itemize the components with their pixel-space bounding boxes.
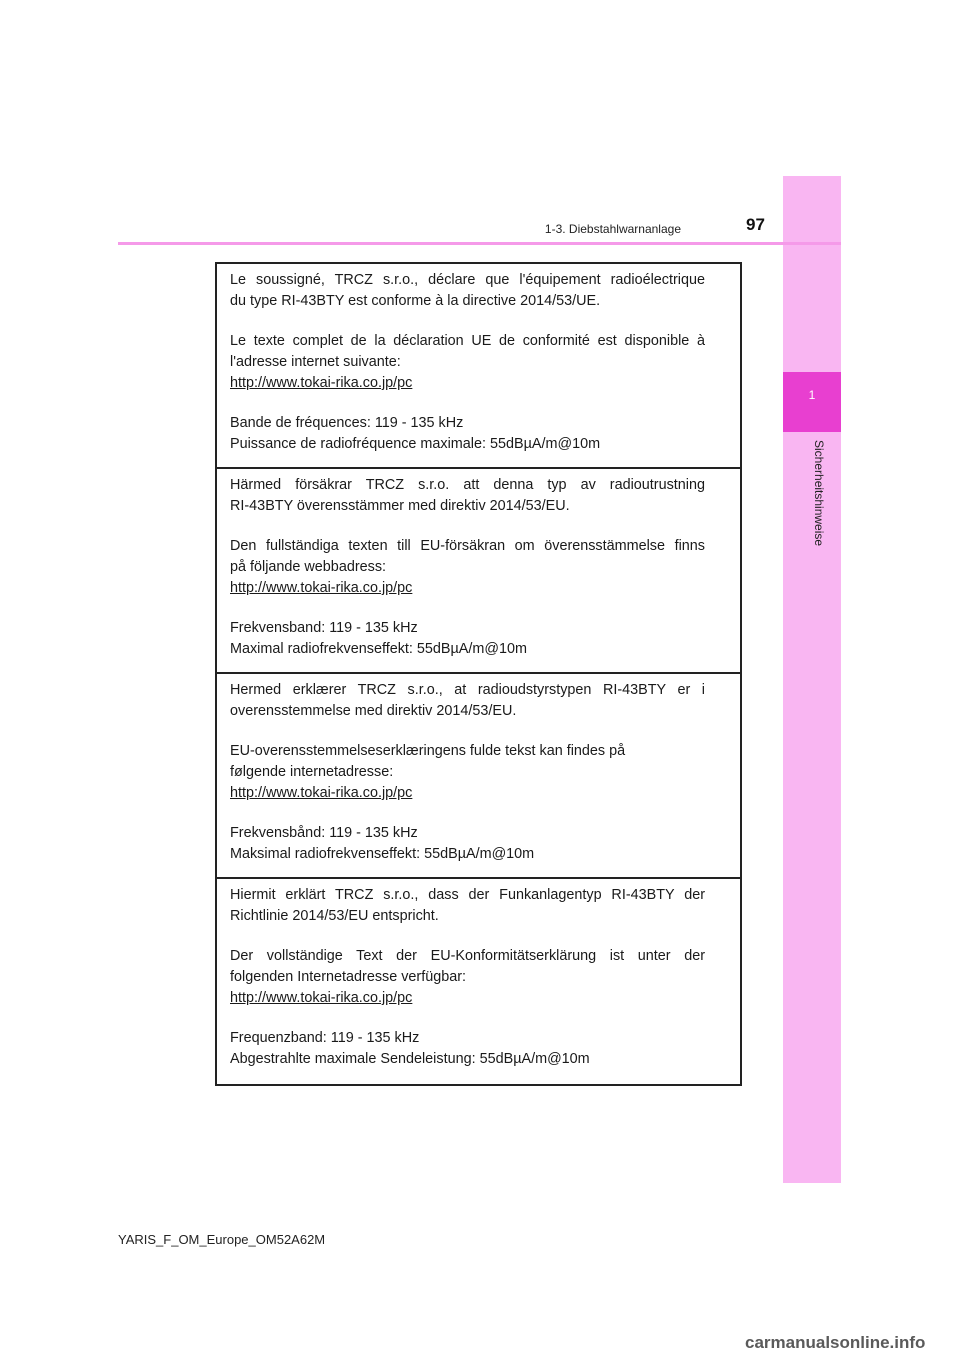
info-line: følgende internetadresse: bbox=[230, 764, 394, 780]
power-text: Puissance de radiofréquence maximale: 55dBµA/m@10m bbox=[230, 436, 601, 452]
url-link[interactable]: http://www.tokai-rika.co.jp/pc bbox=[230, 990, 413, 1006]
frequency-text: Frequenzband: 119 - 135 kHz bbox=[230, 1030, 420, 1046]
chapter-side-tab bbox=[783, 176, 841, 1183]
url-link[interactable]: http://www.tokai-rika.co.jp/pc bbox=[230, 580, 413, 596]
header-rule bbox=[118, 242, 841, 245]
declaration-box-sv bbox=[217, 469, 740, 674]
frequency-text: Bande de fréquences: 119 - 135 kHz bbox=[230, 415, 464, 431]
statement-line: Hermed erklærer TRCZ s.r.o., at radioudstyrstypen RI-43BTY er i bbox=[230, 682, 705, 698]
chapter-tab-active-marker[interactable] bbox=[783, 372, 841, 432]
power-text: Maksimal radiofrekvenseffekt: 55dBµA/m@10m bbox=[230, 846, 535, 862]
statement-line: overensstemmelse med direktiv 2014/53/EU. bbox=[230, 703, 517, 719]
info-line: Der vollständige Text der EU-Konformitätserklärung ist unter der bbox=[230, 948, 705, 964]
info-line: folgenden Internetadresse verfügbar: bbox=[230, 969, 467, 985]
declaration-box-de bbox=[217, 879, 740, 1084]
statement-line: du type RI-43BTY est conforme à la directive 2014/53/UE. bbox=[230, 293, 601, 309]
statement-line: Hiermit erklärt TRCZ s.r.o., dass der Funkanlagentyp RI-43BTY der bbox=[230, 887, 705, 903]
info-line: l'adresse internet suivante: bbox=[230, 354, 401, 370]
statement-line: Le soussigné, TRCZ s.r.o., déclare que l'équipement radioélectrique bbox=[230, 272, 705, 288]
page-number: 97 bbox=[746, 215, 765, 234]
info-line: EU-overensstemmelseserklæringens fulde tekst kan findes på bbox=[230, 743, 626, 759]
info-line: Den fullständiga texten till EU-försäkran om överensstämmelse finns bbox=[230, 538, 705, 554]
declaration-box-fr bbox=[217, 264, 740, 469]
declarations-table bbox=[215, 262, 742, 1086]
chapter-title: Sicherheitshinweise bbox=[812, 440, 826, 547]
statement-line: Härmed försäkrar TRCZ s.r.o. att denna typ av radioutrustning bbox=[230, 477, 705, 493]
url-link[interactable]: http://www.tokai-rika.co.jp/pc bbox=[230, 785, 413, 801]
info-line: på följande webbadress: bbox=[230, 559, 387, 575]
declaration-box-da bbox=[217, 674, 740, 879]
document-id: YARIS_F_OM_Europe_OM52A62M bbox=[118, 1232, 326, 1247]
chapter-number: 1 bbox=[808, 388, 816, 402]
statement-line: Richtlinie 2014/53/EU entspricht. bbox=[230, 908, 439, 924]
frequency-text: Frekvensbånd: 119 - 135 kHz bbox=[230, 825, 418, 841]
watermark-text: carmanualsonline.info bbox=[745, 1333, 926, 1352]
power-text: Maximal radiofrekvenseffekt: 55dBµA/m@10m bbox=[230, 641, 527, 657]
statement-line: RI-43BTY överensstämmer med direktiv 2014/53/EU. bbox=[230, 498, 570, 514]
section-title: 1-3. Diebstahlwarnanlage bbox=[544, 222, 681, 236]
url-link[interactable]: http://www.tokai-rika.co.jp/pc bbox=[230, 375, 413, 391]
frequency-text: Frekvensband: 119 - 135 kHz bbox=[230, 620, 418, 636]
power-text: Abgestrahlte maximale Sendeleistung: 55dBµA/m@10m bbox=[230, 1051, 590, 1067]
info-line: Le texte complet de la déclaration UE de conformité est disponible à bbox=[230, 333, 705, 349]
